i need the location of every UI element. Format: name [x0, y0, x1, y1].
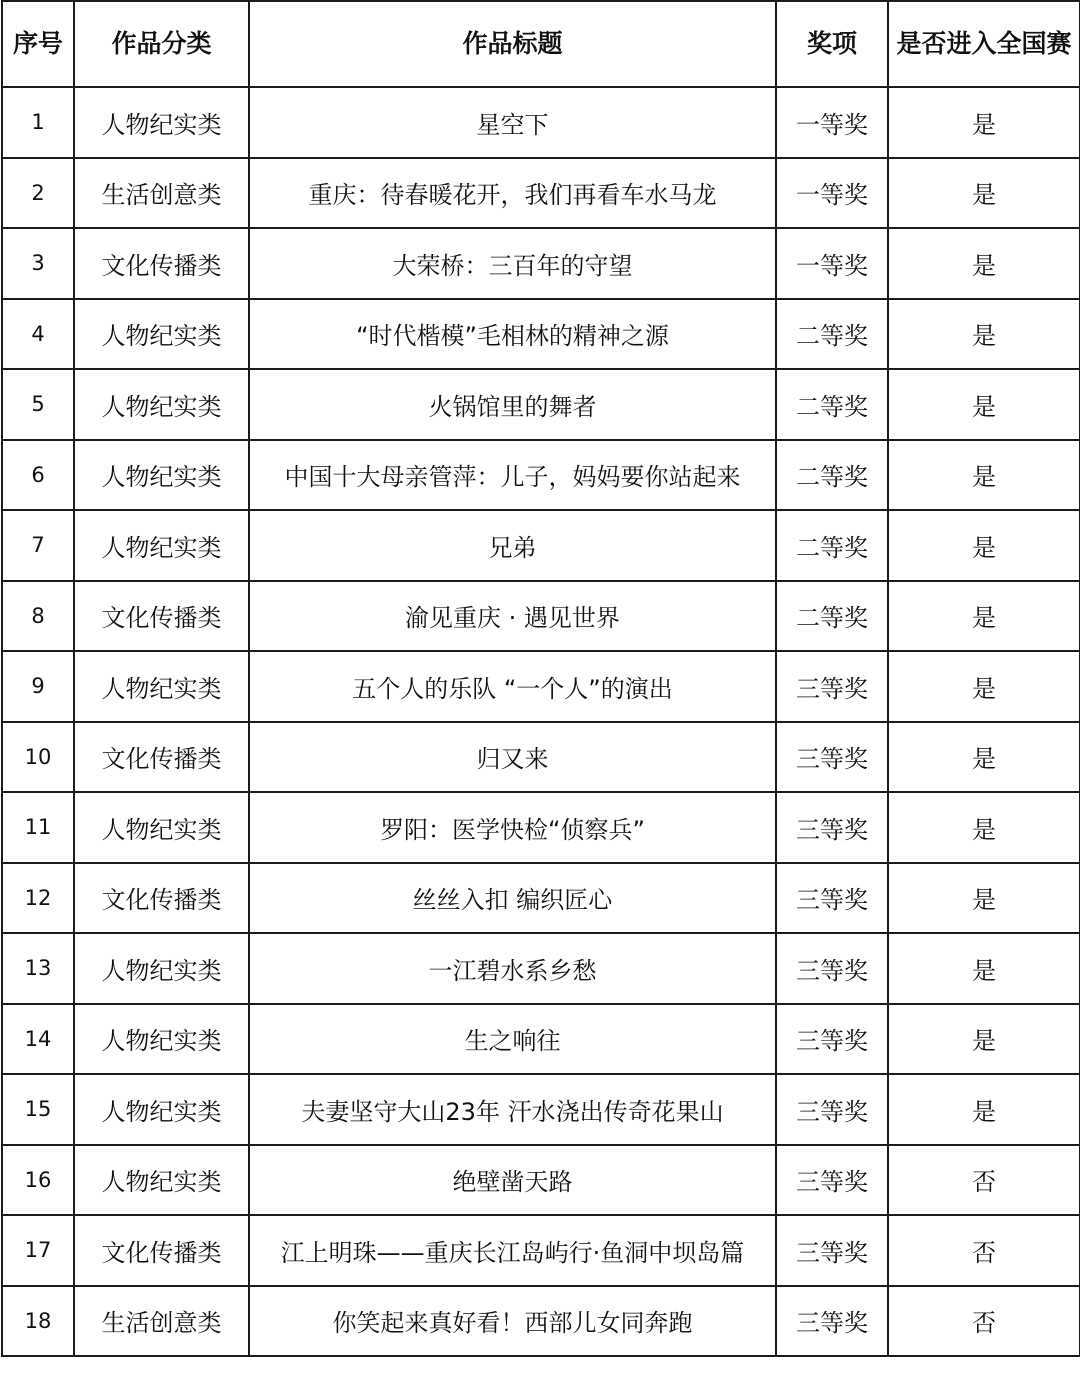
cell-award: 三等奖: [776, 933, 888, 1004]
cell-national: 是: [888, 651, 1080, 722]
cell-title: “时代楷模”毛相林的精神之源: [249, 299, 776, 370]
cell-title: 火锅馆里的舞者: [249, 369, 776, 440]
cell-award: 二等奖: [776, 369, 888, 440]
cell-category: 文化传播类: [74, 228, 249, 299]
cell-category: 人物纪实类: [74, 440, 249, 511]
cell-title: 中国十大母亲管萍：儿子，妈妈要你站起来: [249, 440, 776, 511]
cell-num: 18: [2, 1286, 74, 1357]
cell-award: 三等奖: [776, 1215, 888, 1286]
cell-national: 是: [888, 299, 1080, 370]
cell-national: 是: [888, 510, 1080, 581]
cell-title: 大荣桥：三百年的守望: [249, 228, 776, 299]
header-title: 作品标题: [249, 1, 776, 87]
cell-award: 一等奖: [776, 87, 888, 158]
table-row: [2, 863, 1080, 934]
cell-category: 人物纪实类: [74, 1004, 249, 1075]
cell-award: 二等奖: [776, 510, 888, 581]
header-num: 序号: [2, 1, 74, 87]
cell-title: 星空下: [249, 87, 776, 158]
cell-num: 4: [2, 299, 74, 370]
cell-category: 生活创意类: [74, 1286, 249, 1357]
cell-award: 一等奖: [776, 228, 888, 299]
cell-national: 是: [888, 158, 1080, 229]
cell-national: 否: [888, 1286, 1080, 1357]
cell-category: 文化传播类: [74, 1215, 249, 1286]
table-row: [2, 1286, 1080, 1357]
cell-category: 人物纪实类: [74, 369, 249, 440]
cell-award: 三等奖: [776, 1004, 888, 1075]
cell-category: 文化传播类: [74, 581, 249, 652]
cell-num: 8: [2, 581, 74, 652]
cell-category: 人物纪实类: [74, 87, 249, 158]
table-body: [2, 87, 1080, 1356]
cell-num: 15: [2, 1074, 74, 1145]
cell-national: 是: [888, 722, 1080, 793]
table-row: [2, 651, 1080, 722]
cell-category: 文化传播类: [74, 863, 249, 934]
cell-national: 是: [888, 440, 1080, 511]
cell-award: 三等奖: [776, 651, 888, 722]
cell-title: 绝壁凿天路: [249, 1145, 776, 1216]
cell-num: 9: [2, 651, 74, 722]
cell-category: 人物纪实类: [74, 299, 249, 370]
cell-award: 三等奖: [776, 1286, 888, 1357]
cell-national: 是: [888, 369, 1080, 440]
table-row: [2, 299, 1080, 370]
cell-num: 7: [2, 510, 74, 581]
cell-num: 3: [2, 228, 74, 299]
cell-award: 三等奖: [776, 863, 888, 934]
cell-num: 1: [2, 87, 74, 158]
cell-title: 五个人的乐队 “一个人”的演出: [249, 651, 776, 722]
table-row: [2, 369, 1080, 440]
table-row: [2, 581, 1080, 652]
cell-category: 人物纪实类: [74, 933, 249, 1004]
cell-award: 二等奖: [776, 581, 888, 652]
cell-num: 10: [2, 722, 74, 793]
cell-award: 一等奖: [776, 158, 888, 229]
cell-num: 13: [2, 933, 74, 1004]
cell-award: 三等奖: [776, 1145, 888, 1216]
table-row: [2, 1004, 1080, 1075]
table-row: [2, 1145, 1080, 1216]
cell-award: 二等奖: [776, 299, 888, 370]
cell-national: 是: [888, 1074, 1080, 1145]
cell-num: 2: [2, 158, 74, 229]
cell-national: 是: [888, 792, 1080, 863]
table-row: [2, 87, 1080, 158]
cell-national: 是: [888, 1004, 1080, 1075]
cell-national: 是: [888, 581, 1080, 652]
cell-title: 一江碧水系乡愁: [249, 933, 776, 1004]
table-row: [2, 158, 1080, 229]
table-row: [2, 722, 1080, 793]
cell-national: 是: [888, 87, 1080, 158]
cell-title: 夫妻坚守大山23年 汗水浇出传奇花果山: [249, 1074, 776, 1145]
cell-category: 人物纪实类: [74, 510, 249, 581]
cell-title: 罗阳：医学快检“侦察兵”: [249, 792, 776, 863]
cell-title: 丝丝入扣 编织匠心: [249, 863, 776, 934]
cell-category: 人物纪实类: [74, 1145, 249, 1216]
cell-award: 三等奖: [776, 1074, 888, 1145]
table-row: [2, 792, 1080, 863]
cell-num: 16: [2, 1145, 74, 1216]
cell-title: 渝见重庆 · 遇见世界: [249, 581, 776, 652]
cell-national: 否: [888, 1145, 1080, 1216]
header-national: 是否进入全国赛: [888, 1, 1080, 87]
cell-num: 5: [2, 369, 74, 440]
table-row: [2, 228, 1080, 299]
cell-award: 三等奖: [776, 722, 888, 793]
cell-category: 生活创意类: [74, 158, 249, 229]
cell-title: 生之响往: [249, 1004, 776, 1075]
cell-award: 二等奖: [776, 440, 888, 511]
cell-national: 否: [888, 1215, 1080, 1286]
cell-title: 你笑起来真好看！西部儿女同奔跑: [249, 1286, 776, 1357]
cell-category: 文化传播类: [74, 722, 249, 793]
cell-title: 归又来: [249, 722, 776, 793]
header-category: 作品分类: [74, 1, 249, 87]
cell-title: 江上明珠——重庆长江岛屿行·鱼洞中坝岛篇: [249, 1215, 776, 1286]
table-row: [2, 1215, 1080, 1286]
table-row: [2, 933, 1080, 1004]
table-row: [2, 510, 1080, 581]
cell-national: 是: [888, 228, 1080, 299]
cell-num: 12: [2, 863, 74, 934]
cell-national: 是: [888, 933, 1080, 1004]
cell-national: 是: [888, 863, 1080, 934]
cell-num: 17: [2, 1215, 74, 1286]
cell-title: 兄弟: [249, 510, 776, 581]
cell-num: 14: [2, 1004, 74, 1075]
cell-award: 三等奖: [776, 792, 888, 863]
cell-num: 11: [2, 792, 74, 863]
table-row: [2, 1074, 1080, 1145]
cell-num: 6: [2, 440, 74, 511]
cell-category: 人物纪实类: [74, 1074, 249, 1145]
cell-title: 重庆：待春暖花开，我们再看车水马龙: [249, 158, 776, 229]
cell-category: 人物纪实类: [74, 792, 249, 863]
awards-table: [1, 0, 1080, 1357]
cell-category: 人物纪实类: [74, 651, 249, 722]
header-row: [2, 1, 1080, 87]
header-award: 奖项: [776, 1, 888, 87]
table-row: [2, 440, 1080, 511]
